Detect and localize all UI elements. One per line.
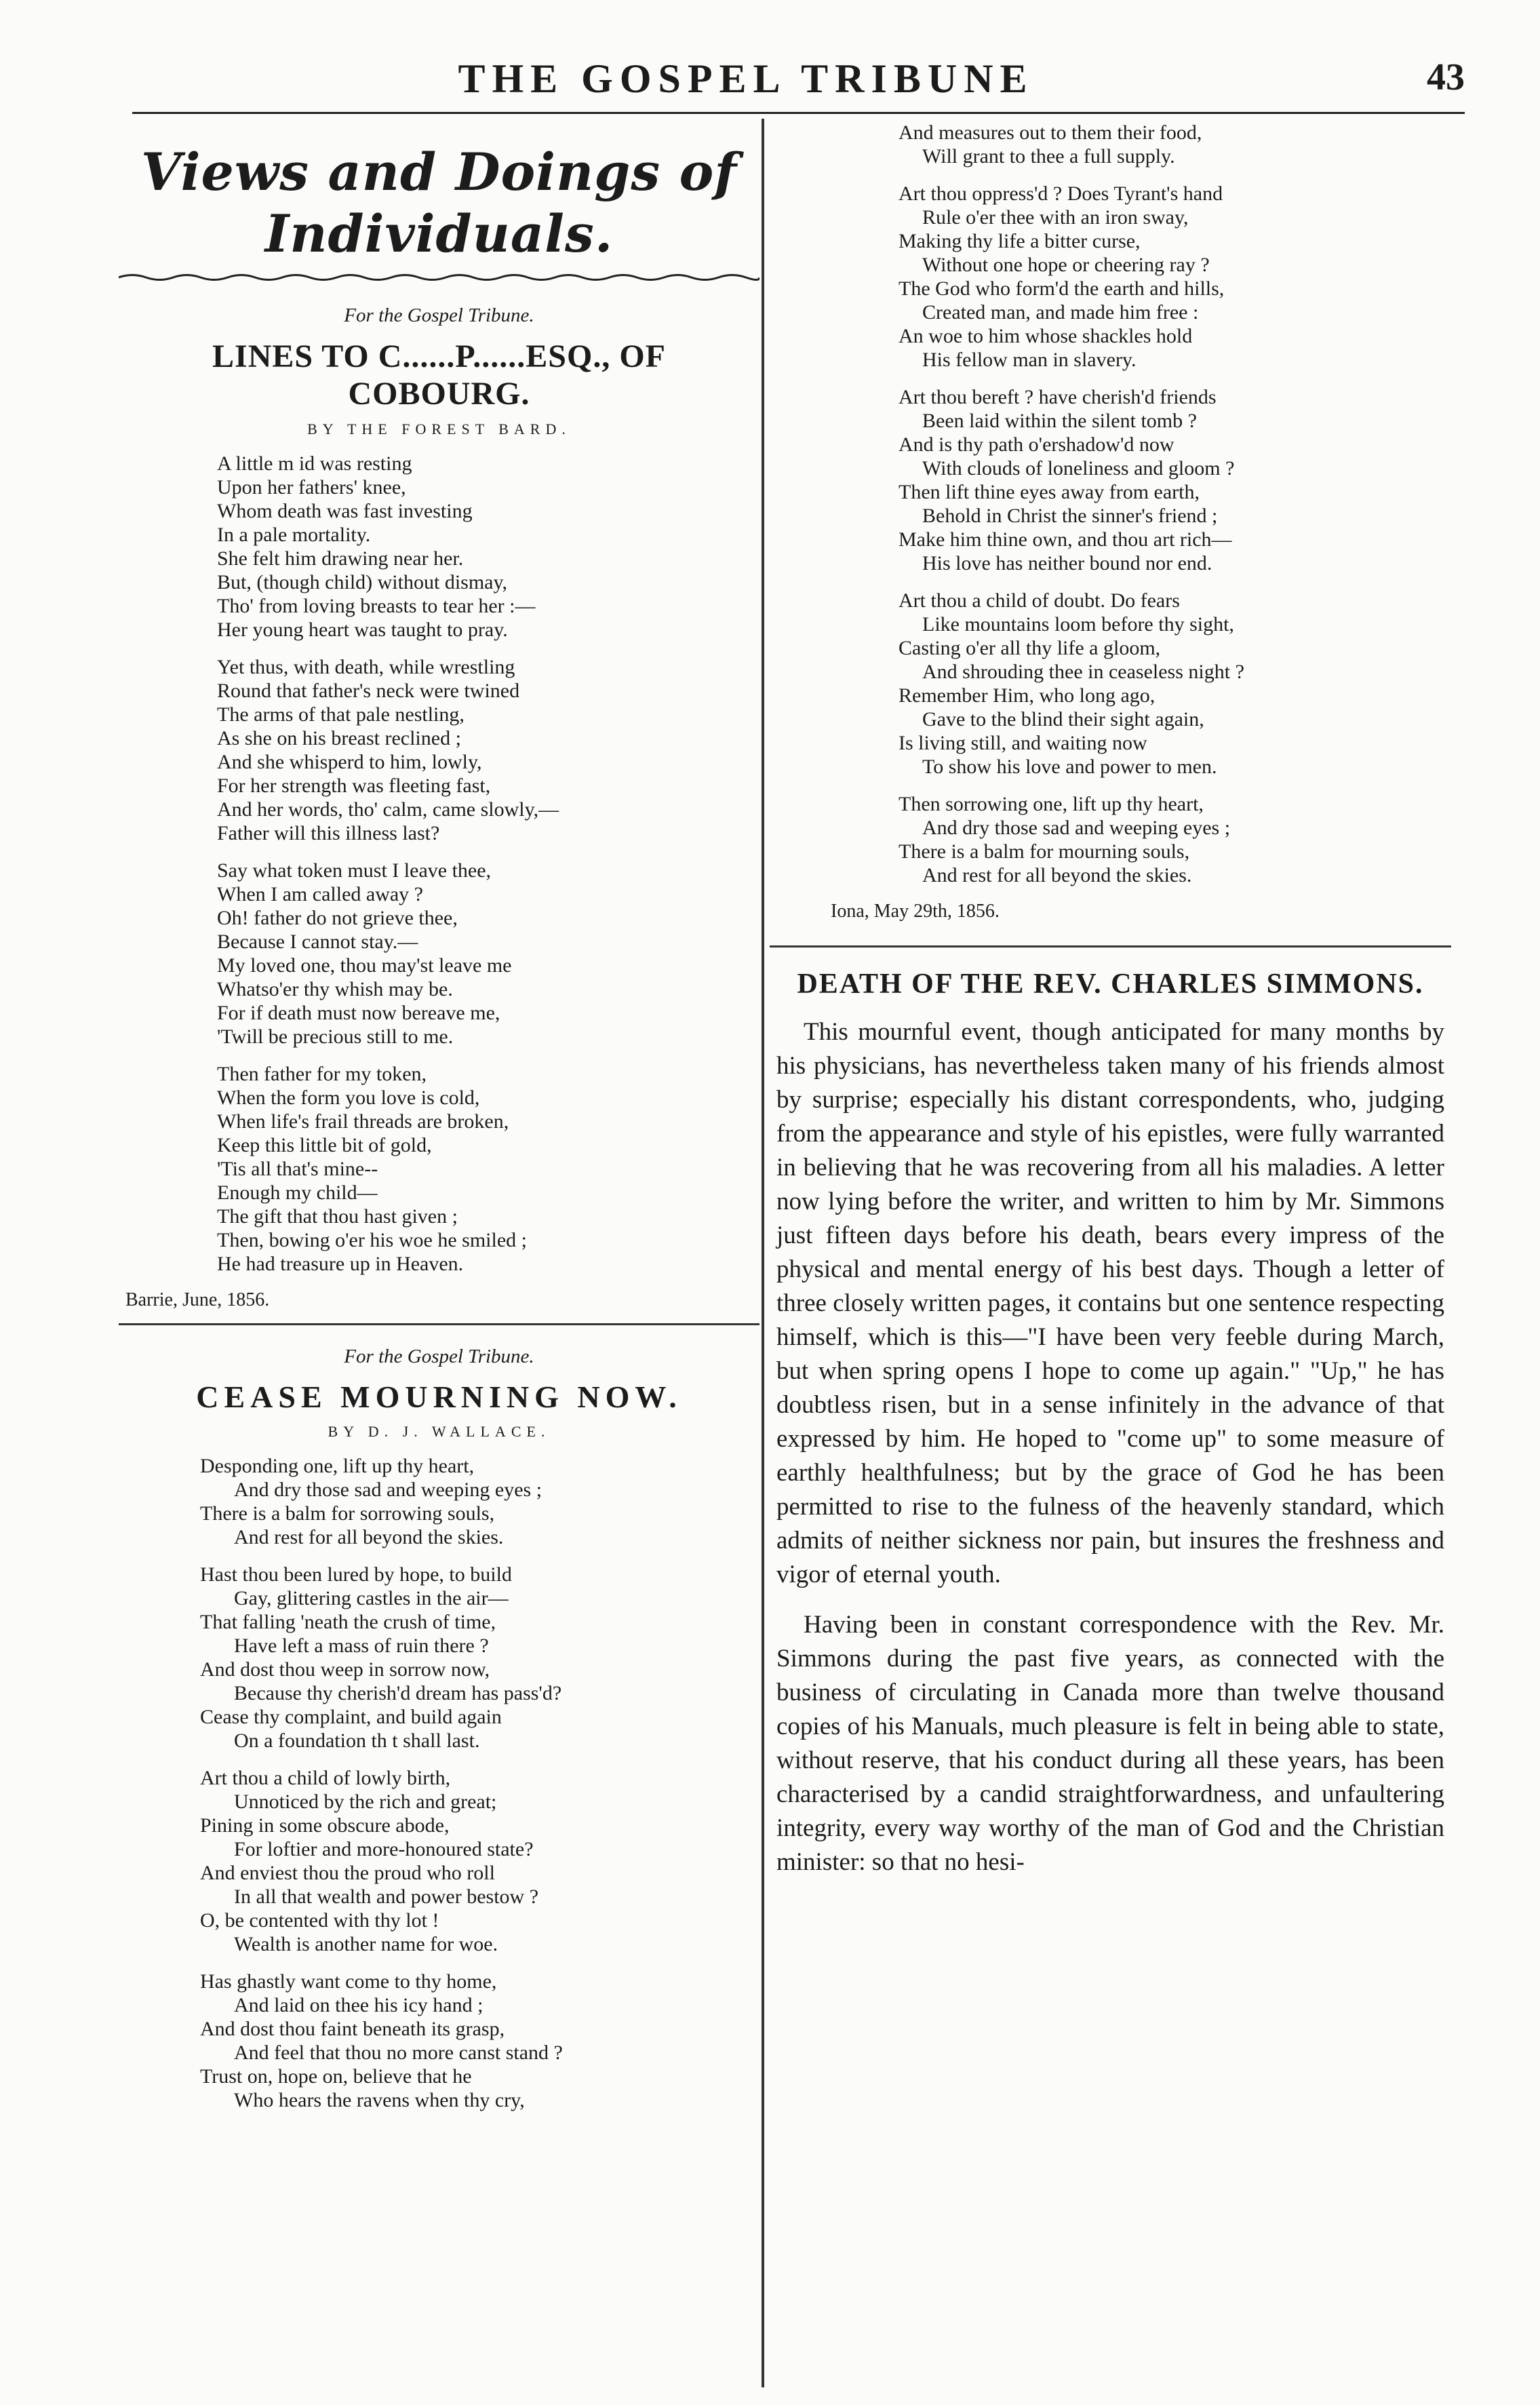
poem-line: The arms of that pale nestling, bbox=[217, 703, 465, 726]
poem-line: Upon her fathers' knee, bbox=[217, 476, 406, 499]
poem-line: And dost thou faint beneath its grasp, bbox=[200, 2018, 505, 2041]
for-line: For the Gospel Tribune. bbox=[344, 1346, 534, 1368]
poem-line: Hast thou been lured by hope, to build bbox=[200, 1563, 512, 1586]
poem-line: And enviest thou the proud who roll bbox=[200, 1862, 495, 1885]
poem-line: And laid on thee his icy hand ; bbox=[234, 1994, 483, 2017]
stanza bbox=[119, 1970, 759, 2112]
poem-line: A little m id was resting bbox=[217, 452, 412, 475]
poem-line: In a pale mortality. bbox=[217, 524, 371, 547]
poem-line: Has ghastly want come to thy home, bbox=[200, 1970, 497, 1993]
poem-line: Father will this illness last? bbox=[217, 822, 440, 845]
stanza bbox=[770, 792, 1451, 887]
left-column bbox=[119, 121, 759, 2126]
poem-line: And shrouding thee in ceaseless night ? bbox=[922, 661, 1244, 683]
poem-stanzas bbox=[119, 452, 759, 1276]
poem-line: Make him thine own, and thou art rich— bbox=[899, 528, 1232, 551]
poem-line: Desponding one, lift up thy heart, bbox=[200, 1455, 475, 1478]
poem-line: For if death must now bereave me, bbox=[217, 1002, 500, 1025]
poem-line: There is a balm for sorrowing souls, bbox=[200, 1502, 495, 1525]
poem-dateline: Barrie, June, 1856. bbox=[125, 1289, 270, 1311]
poem-lines-to-c-p bbox=[119, 305, 759, 1311]
stanza bbox=[119, 1563, 759, 1753]
poem-line: There is a balm for mourning souls, bbox=[899, 840, 1190, 863]
poem-line: Have left a mass of ruin there ? bbox=[234, 1635, 489, 1658]
poem-line: Cease thy complaint, and build again bbox=[200, 1706, 502, 1729]
stanza bbox=[770, 182, 1451, 372]
poem-line: He had treasure up in Heaven. bbox=[217, 1253, 464, 1276]
poem-line: Gay, glittering castles in the air— bbox=[234, 1587, 509, 1610]
poem-line: Like mountains loom before thy sight, bbox=[922, 613, 1234, 636]
poem-line: Unnoticed by the rich and great; bbox=[234, 1791, 497, 1814]
poem-line: That falling 'neath the crush of time, bbox=[200, 1611, 496, 1634]
poem-line: And dost thou weep in sorrow now, bbox=[200, 1658, 490, 1681]
page-number: 43 bbox=[1427, 56, 1465, 98]
section-title: Views and Doings of Individuals. bbox=[140, 142, 738, 265]
section-separator bbox=[119, 1323, 759, 1325]
article-death-of-rev-simmons bbox=[770, 968, 1451, 1879]
poem-line: And she whisperd to him, lowly, bbox=[217, 751, 482, 774]
running-head bbox=[27, 41, 1465, 115]
poem-cease-mourning-now bbox=[119, 1346, 759, 2112]
for-line: For the Gospel Tribune. bbox=[344, 305, 534, 327]
poem-line: Her young heart was taught to pray. bbox=[217, 619, 508, 642]
article-title: DEATH OF THE REV. CHARLES SIMMONS. bbox=[797, 969, 1424, 1000]
poem-line: Gave to the blind their sight again, bbox=[922, 708, 1204, 730]
poem-line: Without one hope or cheering ray ? bbox=[922, 254, 1210, 276]
poem-line: Casting o'er all thy life a gloom, bbox=[899, 637, 1161, 659]
poem-line: Pining in some obscure abode, bbox=[200, 1814, 450, 1837]
stanza bbox=[119, 1766, 759, 1956]
stanza bbox=[770, 589, 1451, 779]
poem-line: Keep this little bit of gold, bbox=[217, 1134, 432, 1157]
poem-line: Yet thus, with death, while wrestling bbox=[217, 656, 515, 679]
article-body bbox=[770, 1015, 1451, 1879]
right-column bbox=[770, 121, 1451, 1896]
poem-line: Is living still, and waiting now bbox=[899, 732, 1147, 754]
poem-line: For her strength was fleeting fast, bbox=[217, 775, 491, 798]
poem-dateline: Iona, May 29th, 1856. bbox=[831, 901, 1000, 922]
journal-title: THE GOSPEL TRIBUNE bbox=[458, 56, 1034, 101]
poem-line: In all that wealth and power bestow ? bbox=[234, 1885, 539, 1909]
article-paragraph: Having been in constant correspondence with the Rev. Mr. Simmons during the past five years, as connected with the business of circulating in Canada more than twelve thousand copies of his Manuals, much pleasure is felt in being able to state, without reserve, that his conduct during all these years, has been characterised by a candid straightforwardness, and unfaultering integrity, every way worthy of the man of God and the Christian minister: so that no hesi- bbox=[776, 1611, 1444, 1876]
stanza bbox=[770, 121, 1451, 168]
poem-line: And dry those sad and weeping eyes ; bbox=[234, 1479, 542, 1502]
column-rule bbox=[762, 119, 764, 2387]
poem-line: Created man, and made him free : bbox=[922, 301, 1199, 324]
poem-line: Whom death was fast investing bbox=[217, 500, 473, 523]
poem-line: 'Tis all that's mine-- bbox=[217, 1158, 378, 1181]
poem-continuation bbox=[770, 121, 1451, 922]
poem-line: Wealth is another name for woe. bbox=[234, 1933, 498, 1956]
poem-line: Because thy cherish'd dream has pass'd? bbox=[234, 1682, 562, 1705]
poem-line: Oh! father do not grieve thee, bbox=[217, 907, 458, 930]
poem-line: As she on his breast reclined ; bbox=[217, 727, 461, 750]
poem-line: When life's frail threads are broken, bbox=[217, 1110, 509, 1133]
poem-line: And rest for all beyond the skies. bbox=[922, 864, 1192, 886]
poem-line: She felt him drawing near her. bbox=[217, 547, 464, 570]
poem-line: Been laid within the silent tomb ? bbox=[922, 410, 1197, 432]
poem-line: Remember Him, who long ago, bbox=[899, 684, 1156, 707]
stanza bbox=[119, 1062, 759, 1276]
poem-line: Art thou a child of lowly birth, bbox=[200, 1767, 451, 1790]
article-paragraph: This mournful event, though anticipated for many months by his physicians, has nevertheless taken many of his friends almost by surprise; especially his distant correspondents, who, judging from the appearance and style of his epistles, were fully warranted in believing that he was recovering from all his maladies. A letter now lying before the writer, and written to him by Mr. Simmons just fifteen days before his death, bears every impress of the physical and mental energy of his best days. Though a letter of three closely written pages, it contains but one sentence respecting himself, which is this—"I have been very feeble during March, but when spring opens I hope to come up again." "Up," he has doubtless risen, but in a sense infinitely in the advance of that expressed by him. He hoped to "come up" to some measure of earthly healthfulness; but by the grace of God he has been permitted to rise to the fulness of the heavenly standard, which admits of neither sickness nor pain, but insures the freshness and vigor of eternal youth. bbox=[776, 1018, 1444, 1588]
poem-line: Behold in Christ the sinner's friend ; bbox=[922, 505, 1218, 527]
poem-byline: BY THE FOREST BARD. bbox=[307, 421, 571, 438]
poem-line: For loftier and more-honoured state? bbox=[234, 1838, 534, 1861]
poem-line: Then lift thine eyes away from earth, bbox=[899, 481, 1200, 503]
poem-line: Tho' from loving breasts to tear her :— bbox=[217, 595, 536, 618]
poem-line: The gift that thou hast given ; bbox=[217, 1205, 458, 1228]
poem-line: When the form you love is cold, bbox=[217, 1087, 480, 1110]
poem-line: Rule o'er thee with an iron sway, bbox=[922, 206, 1189, 229]
poem-line: On a foundation th t shall last. bbox=[234, 1729, 480, 1753]
poem-line: Then, bowing o'er his woe he smiled ; bbox=[217, 1229, 527, 1252]
stanza bbox=[119, 859, 759, 1049]
poem-line: Making thy life a bitter curse, bbox=[899, 230, 1141, 252]
poem-line: Enough my child— bbox=[217, 1181, 378, 1205]
poem-line: And her words, tho' calm, came slowly,— bbox=[217, 798, 559, 821]
poem-line: And is thy path o'ershadow'd now bbox=[899, 433, 1174, 456]
ornamental-rule bbox=[119, 273, 759, 282]
poem-line: And dry those sad and weeping eyes ; bbox=[922, 817, 1231, 839]
poem-line: Art thou oppress'd ? Does Tyrant's hand bbox=[899, 182, 1223, 205]
poem-line: 'Twill be precious still to me. bbox=[217, 1025, 454, 1049]
poem-line: And rest for all beyond the skies. bbox=[234, 1526, 504, 1549]
poem-stanzas bbox=[119, 1454, 759, 2112]
poem-line: His fellow man in slavery. bbox=[922, 349, 1137, 371]
poem-title: LINES TO C......P......ESQ., OF COBOURG. bbox=[212, 338, 666, 412]
poem-line: The God who form'd the earth and hills, bbox=[899, 277, 1225, 300]
poem-line: O, be contented with thy lot ! bbox=[200, 1909, 439, 1932]
poem-line: Who hears the ravens when thy cry, bbox=[234, 2089, 525, 2112]
stanza bbox=[119, 655, 759, 845]
poem-line: Whatso'er thy whish may be. bbox=[217, 978, 453, 1001]
stanza bbox=[119, 1454, 759, 1549]
poem-line: Because I cannot stay.— bbox=[217, 931, 418, 954]
poem-line: And feel that thou no more canst stand ? bbox=[234, 2041, 563, 2065]
stanza bbox=[770, 385, 1451, 575]
poem-line: But, (though child) without dismay, bbox=[217, 571, 508, 594]
poem-line: To show his love and power to men. bbox=[922, 756, 1217, 778]
poem-line: Will grant to thee a full supply. bbox=[922, 145, 1175, 168]
poem-line: When I am called away ? bbox=[217, 883, 423, 906]
poem-line: Then father for my token, bbox=[217, 1063, 427, 1086]
poem-byline: BY D. J. WALLACE. bbox=[328, 1423, 551, 1441]
header-rule bbox=[132, 112, 1465, 114]
poem-line: Trust on, hope on, believe that he bbox=[200, 2065, 472, 2088]
poem-line: Then sorrowing one, lift up thy heart, bbox=[899, 793, 1204, 815]
poem-line: My loved one, thou may'st leave me bbox=[217, 954, 512, 977]
poem-line: Round that father's neck were twined bbox=[217, 680, 520, 703]
stanza bbox=[119, 452, 759, 642]
poem-line: His love has neither bound nor end. bbox=[922, 552, 1212, 574]
section-separator bbox=[770, 945, 1451, 947]
poem-line: Art thou a child of doubt. Do fears bbox=[899, 589, 1180, 612]
poem-stanzas bbox=[770, 121, 1451, 887]
poem-line: Art thou bereft ? have cherish'd friends bbox=[899, 386, 1217, 408]
poem-title: CEASE MOURNING NOW. bbox=[196, 1380, 682, 1415]
poem-line: Say what token must I leave thee, bbox=[217, 859, 492, 882]
poem-line: And measures out to them their food, bbox=[899, 121, 1202, 144]
poem-line: With clouds of loneliness and gloom ? bbox=[922, 457, 1235, 480]
poem-line: An woe to him whose shackles hold bbox=[899, 325, 1193, 347]
